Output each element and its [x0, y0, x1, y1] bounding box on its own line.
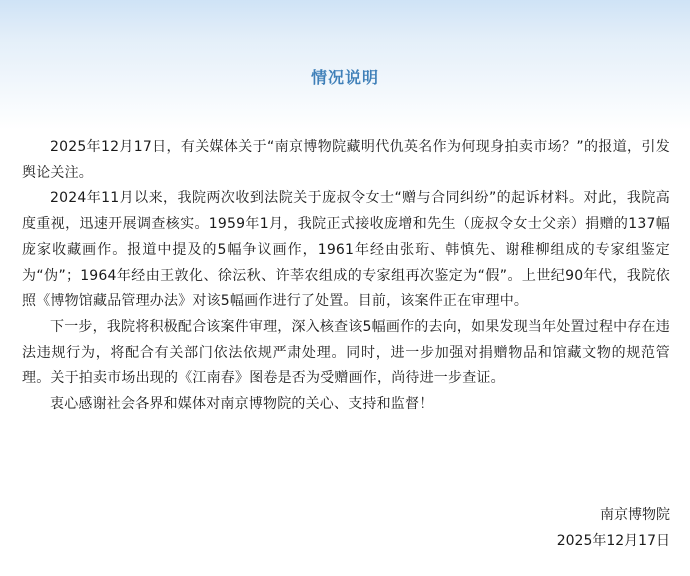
paragraph-thanks: 衷心感谢社会各界和媒体对南京博物院的关心、支持和监督！ [50, 396, 434, 413]
document-title: 情况说明 [310, 68, 379, 87]
paragraph-background: 2024年11月以来，我院两次收到法院关于庞叔令女士“赠与合同纠纷”的起诉材料。对此，我院高度重视，迅速开展调查核实。1959年1月，我院正式接收庞增和先生（庞叔令女士父亲）捐赠的137幅庞家收藏画作。报道中提及的5幅争议画作，1961年经由张珩、韩慎先、谢稚柳组成的专家组鉴定为“伪”；1964年经由王敦化、徐沄秋、许莘农组成的专家组再次鉴定为“假”。上世纪90年代，我院依照《博物馆藏品管理办法》对该5幅画作进行了处置。目前，该案件正在审理中。 [22, 190, 670, 310]
signature-date: 2025年12月17日 [556, 533, 670, 549]
paragraph-next-steps: 下一步，我院将积极配合该案件审理，深入核查该5幅画作的去向，如果发现当年处置过程中存在违法违规行为，将配合有关部门依法依规严肃处理。同时，进一步加强对捐赠物品和馆藏文物的规范管理。关于拍卖市场出现的《江南春》图卷是否为受赠画作，尚待进一步查证。 [22, 318, 670, 387]
document-body [22, 135, 670, 418]
signature-organization: 南京博物院 [600, 507, 670, 523]
paragraph-media-report: 2025年12月17日，有关媒体关于“南京博物院藏明代仇英名作为何现身拍卖市场？”的报道，引发舆论关注。 [22, 139, 670, 181]
